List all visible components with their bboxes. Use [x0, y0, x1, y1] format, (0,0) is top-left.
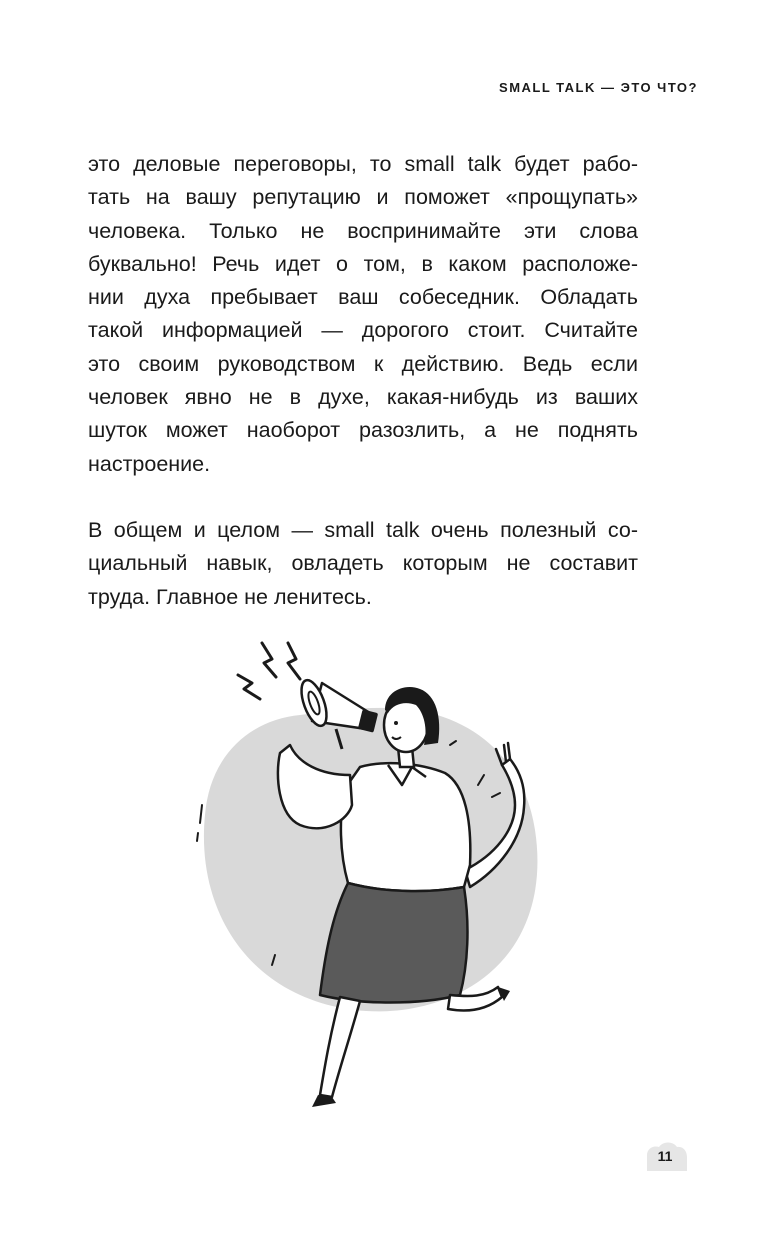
paragraph-line: циальный навык, овладеть которым не составит: [88, 551, 638, 576]
paragraph-line: такой информацией — дорогого стоит. Считайте: [88, 318, 638, 343]
page-number: 11: [657, 1148, 673, 1164]
left-leg: [320, 997, 360, 1097]
paragraph-line: человека. Только не воспринимайте эти слова: [88, 218, 638, 243]
skirt: [320, 883, 467, 1003]
paragraph-1: [88, 148, 638, 481]
paragraph-line: человек явно не в духе, какая-нибудь из ваших: [88, 385, 638, 410]
paragraph-line: В общем и целом — small talk очень полезный со-: [88, 518, 638, 542]
paragraph-line: шуток может наоборот разозлить, а не поднять: [88, 418, 638, 443]
paragraph-2: [88, 514, 638, 614]
paragraph-line: буквально! Речь идет о том, в каком расположе-: [88, 251, 638, 276]
blouse: [341, 763, 470, 891]
running-header: SMALL TALK — ЭТО ЧТО?: [499, 80, 698, 95]
paragraph-line: это своим руководством к действию. Ведь если: [88, 351, 638, 376]
woman-with-megaphone-illustration: [180, 625, 560, 1125]
paragraph-line: нии духа пребывает ваш собеседник. Обладать: [88, 285, 638, 310]
paragraph-line: тать на вашу репутацию и поможет «прощупать»: [88, 185, 638, 210]
lightning-icon: [238, 643, 300, 699]
paragraph-line: труда. Главное не ленитесь.: [88, 584, 372, 609]
paragraph-line: это деловые переговоры, то small talk будет рабо-: [88, 152, 638, 176]
page-number-badge: [643, 1141, 687, 1171]
paragraph-line: настроение.: [88, 451, 211, 476]
